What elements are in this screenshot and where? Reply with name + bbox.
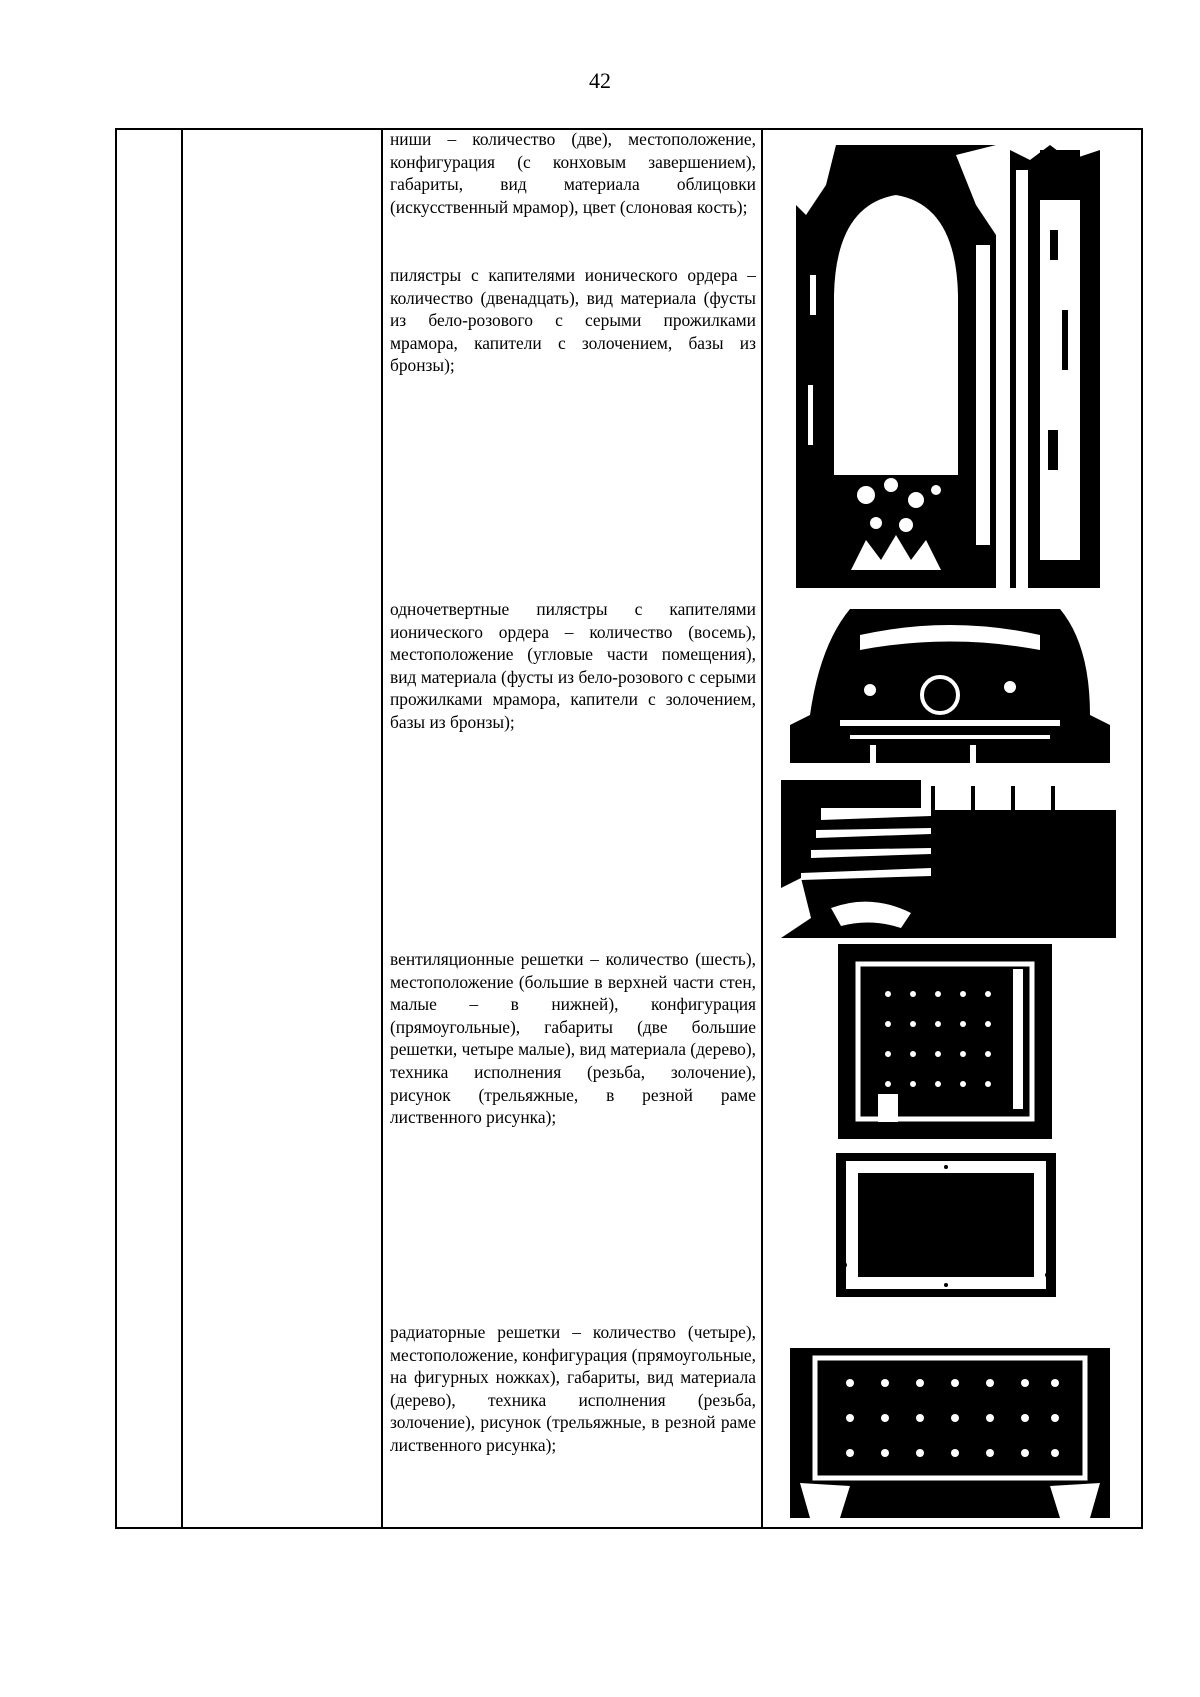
column-divider	[181, 130, 183, 1527]
column-divider	[381, 130, 383, 1527]
item-niches-description: ниши – количество (две), местоположение, конфигурация (с конховым завершением), габариты, вид материала облицовки (искусственный мрамор), цвет (слоновая кость);	[390, 129, 756, 217]
pilaster-capital-photo	[790, 595, 1110, 763]
item-pilasters-description: пилястры с капителями ионического ордера – количество (двенадцать), вид материала (фусты из бело-розового с серыми прожилками мрамора, капители с золочением, базы из бронзы);	[390, 265, 756, 376]
item-vent-grilles-description: вентиляционные решетки – количество (шесть), местоположение (большие в верхней части стен, малые – в нижней), конфигурация (прямоугольные), габариты (две большие решетки, четыре малые), вид материала (дерево), техника исполнения (резьба, золочение), рисунок (трельяжные, в резной раме лиственного рисунка);	[390, 949, 756, 1128]
large-vent-grille-photo	[838, 944, 1052, 1139]
pilaster-photo	[1010, 130, 1100, 588]
small-vent-grille-photo	[826, 1145, 1066, 1305]
item-quarter-pilasters-description: одночетвертные пилястры с капителями ионического ордера – количество (восемь), местоположение (угловые части помещения), вид материала (фусты из бело-розового с серыми прожилками мрамора, капители с золочением, базы из бронзы);	[390, 599, 756, 732]
page-number: 42	[589, 68, 611, 93]
pilaster-base-photo	[781, 768, 1116, 938]
niche-photo	[796, 145, 996, 588]
column-divider	[761, 130, 763, 1527]
item-radiator-grilles-description: радиаторные решетки – количество (четыре), местоположение, конфигурация (прямоугольные, на фигурных ножках), габариты, вид материала (дерево), техника исполнения (резьба, золочение), рисунок (трельяжные, в резной раме лиственного рисунка);	[390, 1322, 756, 1455]
radiator-grille-photo	[790, 1318, 1110, 1518]
